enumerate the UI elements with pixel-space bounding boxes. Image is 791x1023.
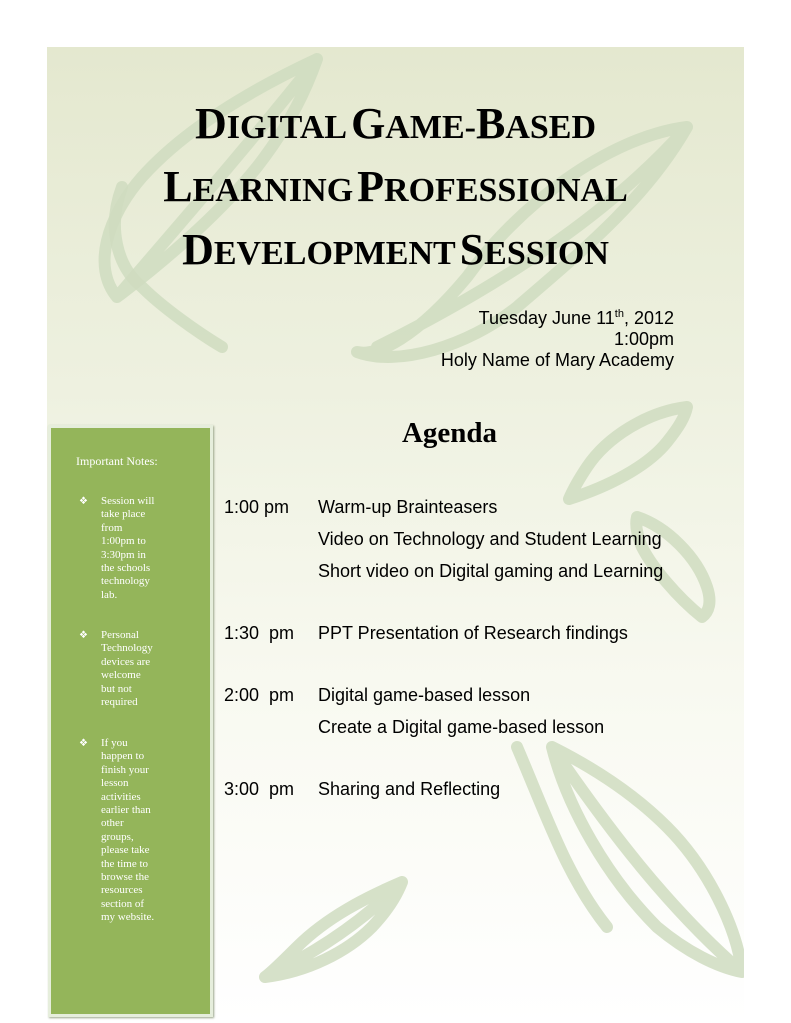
- agenda-item: Create a Digital game-based lesson: [318, 717, 605, 737]
- note-item: [79, 737, 171, 925]
- agenda-time: 3:00 pm: [224, 779, 295, 799]
- event-location: Holy Name of Mary Academy: [440, 350, 674, 370]
- note-line: 3:30pm in: [101, 548, 146, 561]
- note-line: but not: [101, 682, 132, 695]
- flyer-page: [47, 47, 744, 1023]
- note-line: Technology: [101, 642, 153, 655]
- note-line: required: [101, 696, 138, 709]
- agenda-item: Sharing and Reflecting: [318, 779, 501, 799]
- event-date: Tuesday June 11th, 2012: [478, 308, 674, 328]
- agenda-time: 1:30 pm: [224, 623, 295, 643]
- note-line: lab.: [101, 588, 118, 601]
- note-line: finish your: [101, 763, 149, 776]
- note-line: browse the: [101, 871, 149, 884]
- event-info: [441, 304, 674, 371]
- agenda-item: Warm-up Brainteasers: [318, 497, 498, 517]
- event-time: 1:00pm: [613, 329, 674, 349]
- note-item: [79, 495, 171, 602]
- leaf-icon: [265, 882, 402, 977]
- important-notes-sidebar: [48, 425, 213, 1017]
- title-line-1: DIGITAL GAME-BASED: [194, 99, 597, 148]
- agenda-time: 1:00 pm: [224, 497, 290, 517]
- note-line: my website.: [101, 911, 155, 924]
- note-line: the schools: [101, 562, 151, 575]
- note-line: Personal: [101, 629, 139, 641]
- note-line: other: [101, 817, 124, 830]
- note-line: the time to: [101, 857, 149, 870]
- note-line: activities: [101, 790, 141, 803]
- leaf-icon: [569, 407, 687, 499]
- note-line: please take: [101, 844, 150, 857]
- agenda-item: PPT Presentation of Research findings: [318, 623, 628, 643]
- note-line: devices are: [101, 655, 151, 668]
- note-line: resources: [101, 884, 143, 897]
- note-line: groups,: [101, 830, 134, 843]
- page-title: [47, 97, 744, 286]
- agenda-time: 2:00 pm: [224, 685, 295, 705]
- agenda-item: Short video on Digital gaming and Learning: [318, 561, 664, 581]
- note-line: Session will: [101, 495, 155, 507]
- agenda-item: Digital game-based lesson: [318, 685, 531, 705]
- leaf-icon: [552, 747, 742, 972]
- agenda-heading: Agenda: [401, 417, 498, 449]
- agenda-item: Video on Technology and Student Learning: [318, 529, 662, 549]
- diamond-bullet-icon: ❖: [79, 630, 88, 641]
- title-line-3: DEVELOPMENT SESSION: [182, 225, 609, 274]
- title-line-2: LEARNING PROFESSIONAL: [163, 162, 628, 211]
- note-line: If you: [101, 737, 128, 749]
- note-line: 1:00pm to: [101, 535, 146, 548]
- diamond-bullet-icon: ❖: [79, 738, 88, 749]
- diamond-bullet-icon: ❖: [79, 496, 88, 507]
- note-item: [79, 629, 171, 709]
- note-line: lesson: [101, 777, 129, 790]
- note-line: welcome: [101, 669, 141, 682]
- note-line: technology: [101, 575, 150, 588]
- note-line: earlier than: [101, 804, 151, 817]
- note-line: section of: [101, 897, 145, 910]
- note-line: happen to: [101, 750, 145, 763]
- notes-heading: Important Notes:: [76, 454, 158, 468]
- note-line: from: [101, 521, 123, 534]
- note-line: take place: [101, 508, 146, 521]
